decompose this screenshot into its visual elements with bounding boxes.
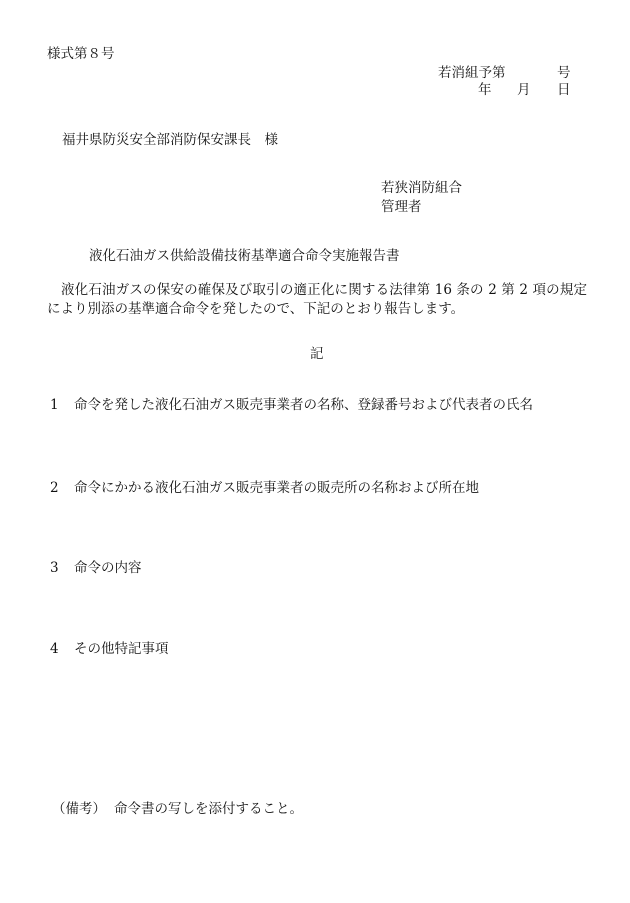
date-day-label: 日 <box>557 82 571 98</box>
remarks-label: （備考） <box>52 801 106 817</box>
list-item <box>50 482 479 496</box>
date-year-label: 年 <box>478 82 492 98</box>
item-number: 3 <box>50 560 59 576</box>
item-text: 命令にかかる液化石油ガス販売事業者の販売所の名称および所在地 <box>74 480 479 496</box>
item-text: 命令を発した液化石油ガス販売事業者の名称、登録番号および代表者の氏名 <box>74 397 533 413</box>
remarks <box>52 803 303 817</box>
reference-number-prefix: 若消組予第 <box>438 65 506 81</box>
body-paragraph: 液化石油ガスの保安の確保及び取引の適正化に関する法律第 16 条の 2 第 2 項の規定により別添の基準適合命令を発したので、下記のとおり報告します。 <box>47 282 587 317</box>
sender-organization: 若狭消防組合 <box>381 180 462 196</box>
reference-number-suffix: 号 <box>557 65 571 81</box>
list-item <box>50 562 142 576</box>
ki-heading: 記 <box>310 346 324 362</box>
item-number: 4 <box>50 641 59 657</box>
remarks-text: 命令書の写しを添付すること。 <box>114 801 303 817</box>
list-item <box>50 643 169 657</box>
item-number: 2 <box>50 480 59 496</box>
item-text: 命令の内容 <box>74 560 142 576</box>
document-title: 液化石油ガス供給設備技術基準適合命令実施報告書 <box>89 248 400 264</box>
item-number: 1 <box>50 397 59 413</box>
list-item <box>50 399 533 413</box>
sender-title: 管理者 <box>381 199 422 215</box>
form-number: 様式第８号 <box>47 46 115 62</box>
addressee: 福井県防災安全部消防保安課長 様 <box>62 132 278 148</box>
item-text: その他特記事項 <box>74 641 169 657</box>
date-month-label: 月 <box>517 82 531 98</box>
